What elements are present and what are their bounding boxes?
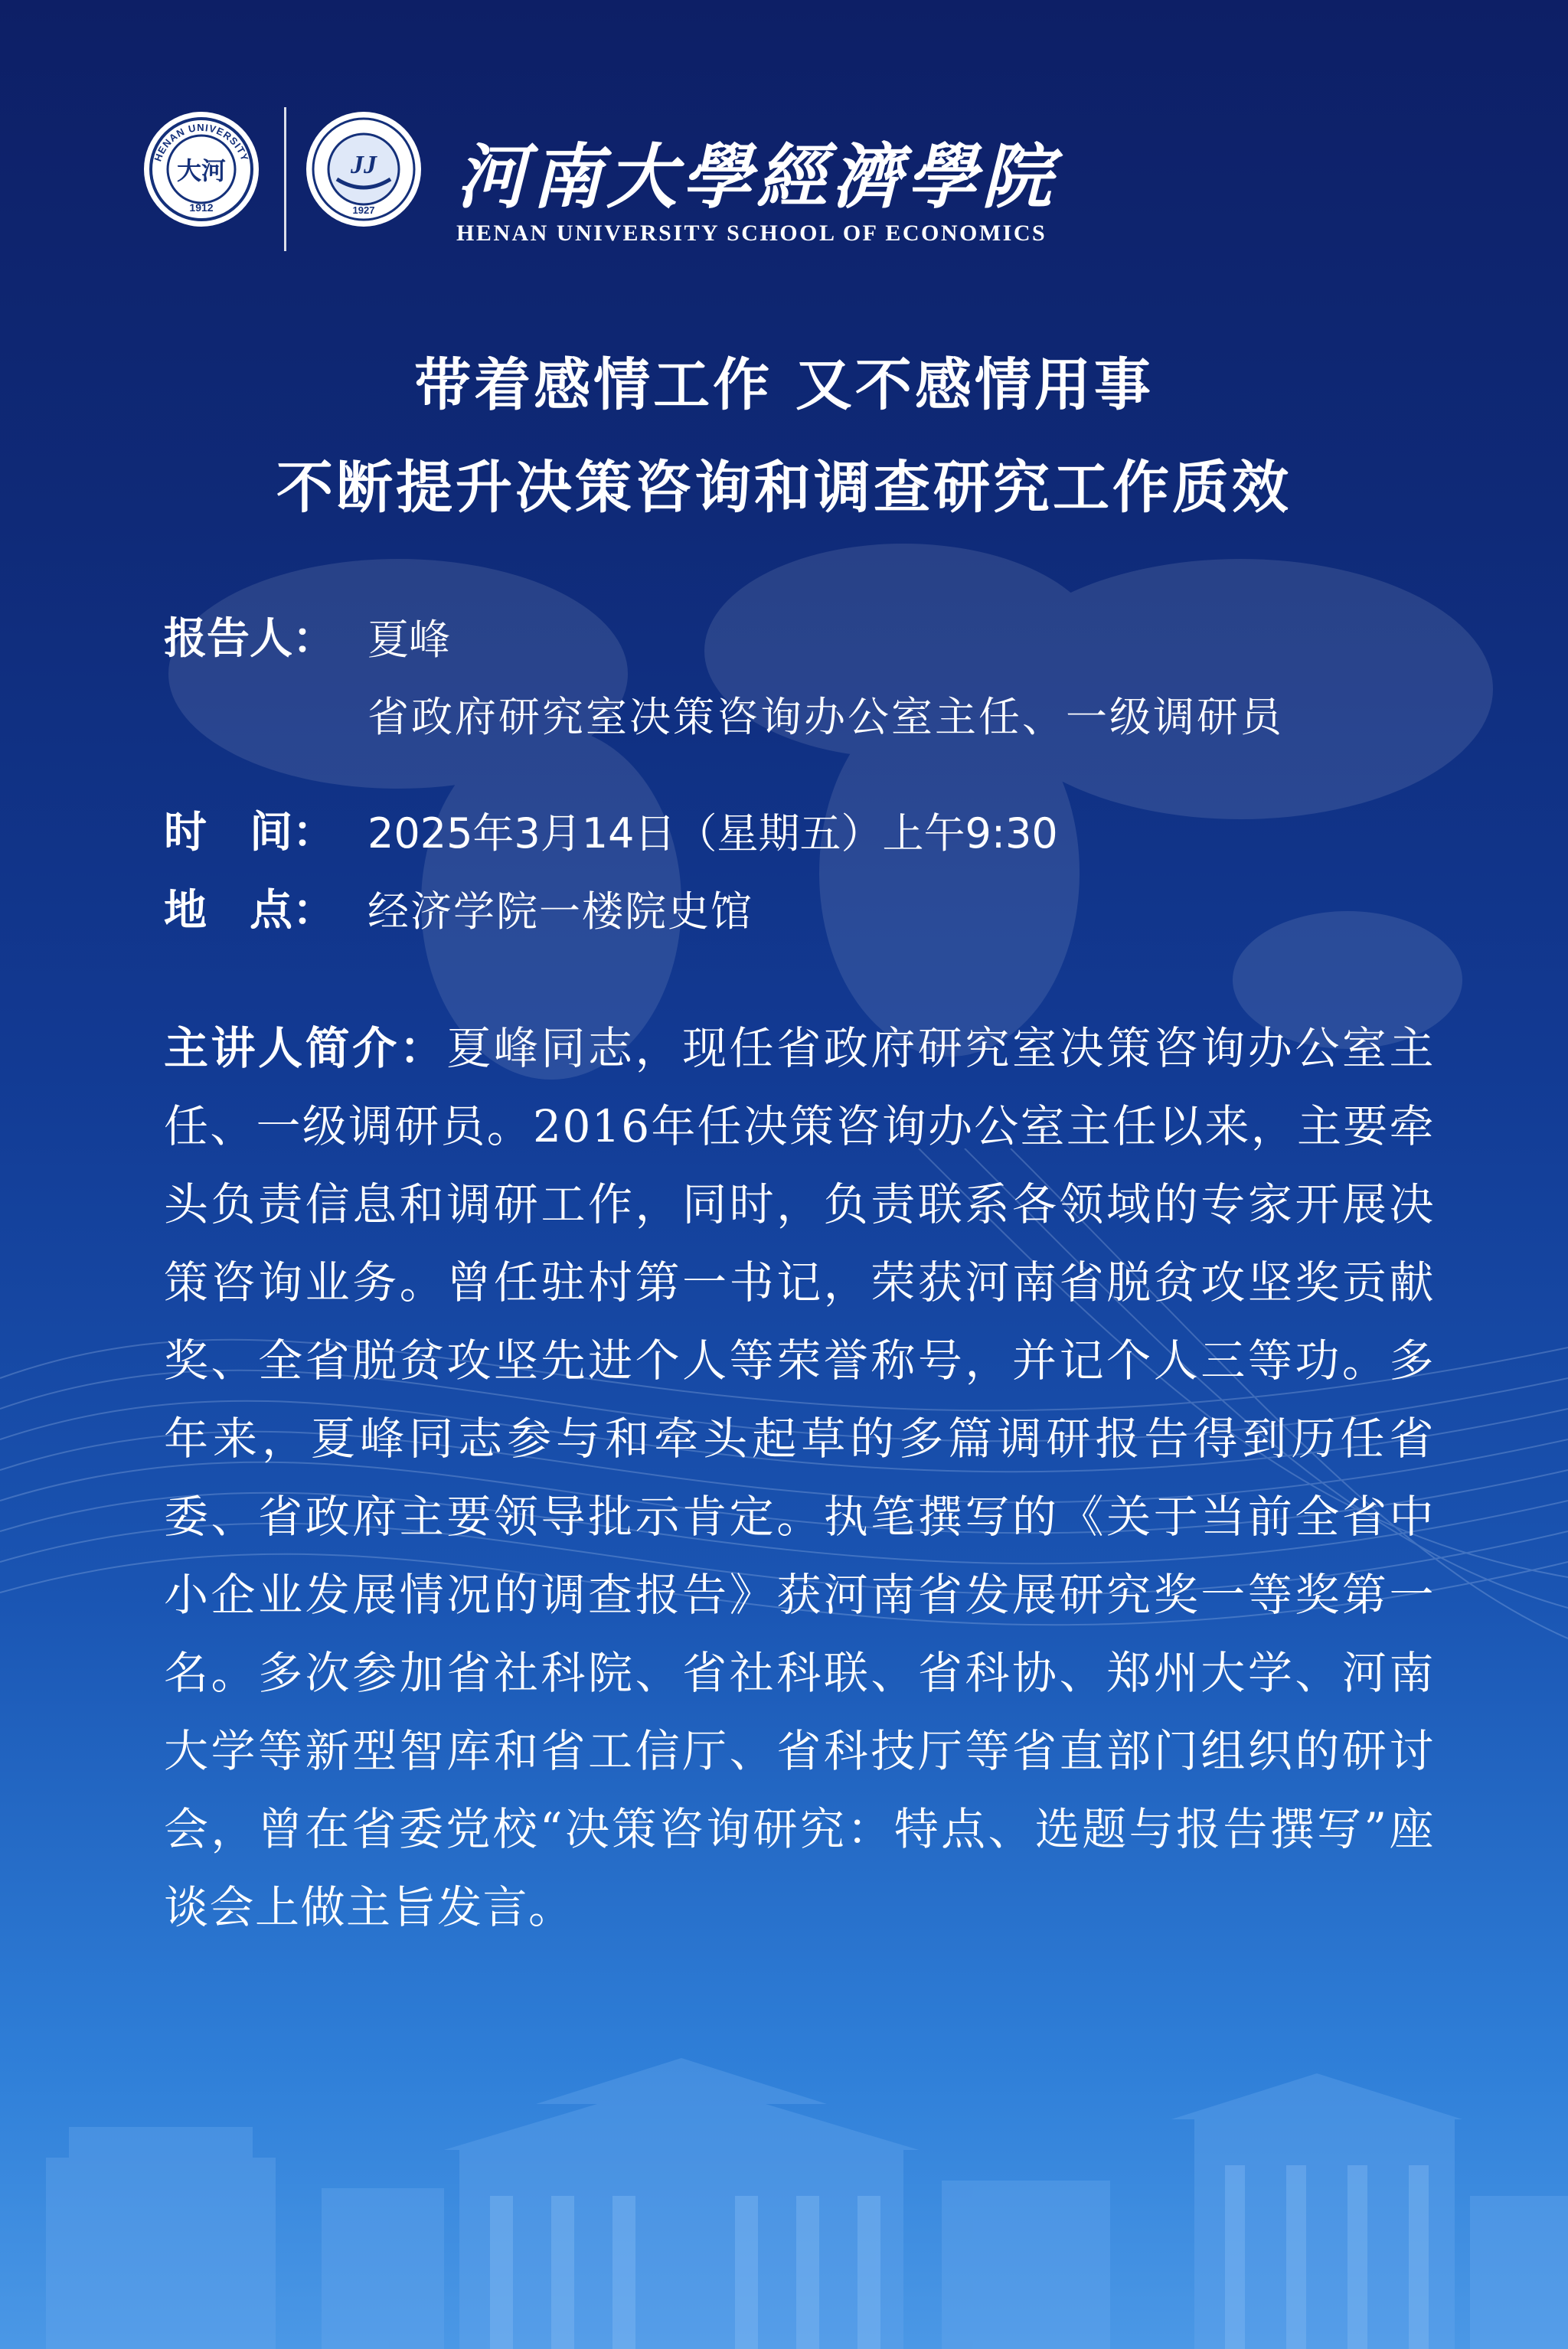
place-value: 经济学院一楼院史馆 bbox=[368, 887, 753, 936]
seal-center-text: JJ bbox=[351, 151, 377, 179]
seal-year: 1927 bbox=[352, 204, 375, 216]
seal-ring-text: HENAN UNIVERSITY bbox=[152, 121, 251, 163]
speaker-biography bbox=[164, 1009, 1435, 1946]
henan-university-seal-icon bbox=[144, 112, 259, 227]
time-label: 时 间： bbox=[164, 808, 335, 858]
biography-text: 夏峰同志，现任省政府研究室决策咨询办公室主任、一级调研员。2016年任决策咨询办公室主任以来，主要牵头负责信息和调研工作，同时，负责联系各领域的专家开展决策咨询业务。曾任驻村第一书记，荣获河南省脱贫攻坚奖贡献奖、全省脱贫攻坚先进个人等荣誉称号，并记个人三等功。多年来，夏峰同志参与和牵头起草的多篇调研报告得到历任省委、省政府主要领导批示肯定。执笔撰写的《关于当前全省中小企业发展情况的调查报告》获河南省发展研究奖一等奖第一名。多次参加省社科院、省社科联、省科协、郑州大学、河南大学等新型智库和省工信厅、省科技厅等省直部门组织的研讨会，曾在省委党校“决策咨询研究：特点、选题与报告撰写”座谈会上做主旨发言。 bbox=[164, 1022, 1435, 1933]
school-name-chinese: 河南大學經濟學院 bbox=[456, 136, 1057, 218]
speaker-label: 报告人： bbox=[164, 614, 335, 664]
biography-label: 主讲人简介： bbox=[164, 1022, 447, 1074]
seal-year: 1912 bbox=[189, 201, 214, 214]
school-header bbox=[144, 107, 1446, 260]
lecture-title-line-2: 不断提升决策咨询和调查研究工作质效 bbox=[276, 455, 1292, 521]
school-name-english: HENAN UNIVERSITY SCHOOL OF ECONOMICS bbox=[456, 221, 1047, 246]
place-label: 地 点： bbox=[164, 886, 335, 936]
school-of-economics-seal-icon bbox=[306, 112, 421, 227]
campus-skyline-silhouette bbox=[0, 2027, 1568, 2349]
lecture-title-line-1: 带着感情工作 又不感情用事 bbox=[414, 352, 1154, 418]
header-divider bbox=[284, 107, 286, 251]
speaker-position: 省政府研究室决策咨询办公室主任、一级调研员 bbox=[368, 693, 1284, 741]
seal-center-text: 大河 bbox=[176, 156, 227, 185]
speaker-name: 夏峰 bbox=[368, 616, 450, 664]
time-value: 2025年3月14日（星期五）上午9:30 bbox=[368, 809, 1058, 858]
